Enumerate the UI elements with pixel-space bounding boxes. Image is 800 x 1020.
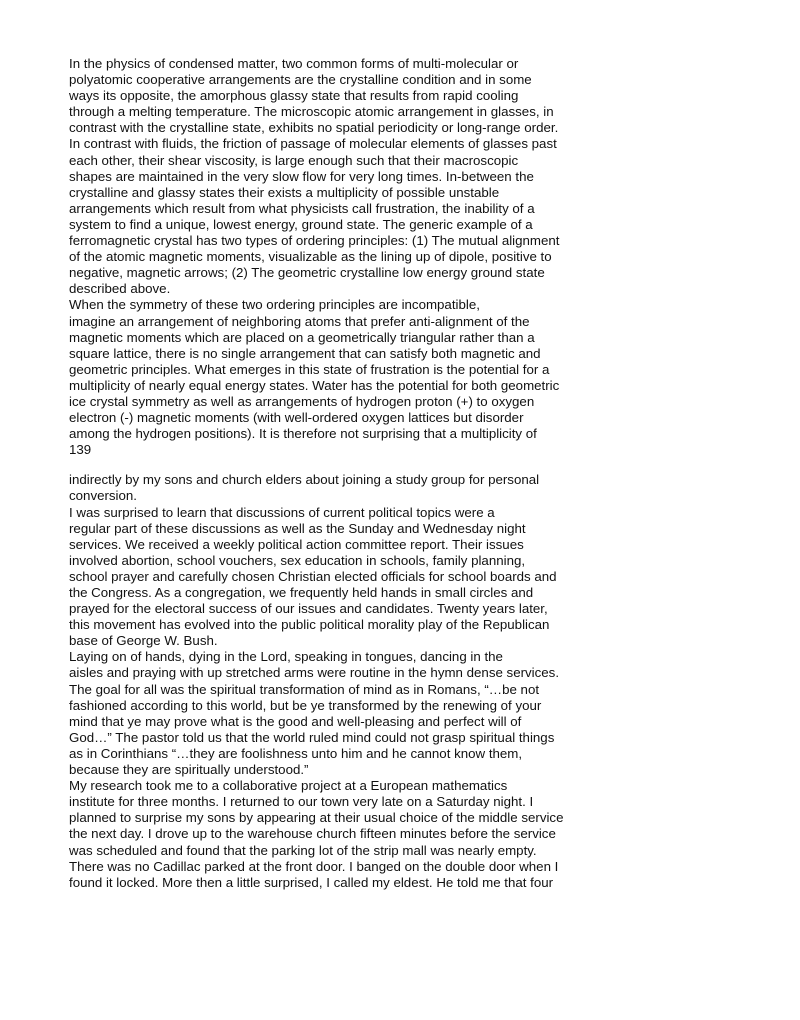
- section-condensed-matter: [69, 56, 649, 458]
- text-line: conversion.: [69, 488, 137, 504]
- text-line: My research took me to a collaborative project at a European mathematics: [69, 778, 508, 794]
- text-line: crystalline and glassy states their exists a multiplicity of possible unstable: [69, 184, 500, 200]
- text-line: multiplicity of nearly equal energy states. Water has the potential for both geometric: [69, 377, 560, 393]
- text-line: I was surprised to learn that discussions of current political topics were a: [69, 504, 495, 520]
- page-break: [69, 458, 649, 472]
- text-line: geometric principles. What emerges in this state of frustration is the potential for a: [69, 361, 550, 377]
- text-line: When the symmetry of these two ordering principles are incompatible,: [69, 297, 480, 313]
- text-line: In contrast with fluids, the friction of passage of molecular elements of glasses past: [69, 136, 557, 152]
- paragraph: [69, 297, 649, 442]
- text-line: In the physics of condensed matter, two common forms of multi-molecular or: [69, 56, 519, 71]
- text-line: polyatomic cooperative arrangements are the crystalline condition and in some: [69, 72, 532, 88]
- text-line: system to find a unique, lowest energy, ground state. The generic example of a: [69, 216, 533, 232]
- text-line: imagine an arrangement of neighboring atoms that prefer anti-alignment of the: [69, 313, 530, 329]
- text-line: prayed for the electoral success of our issues and candidates. Twenty years later,: [69, 601, 548, 617]
- section-church-memoir: [69, 472, 649, 890]
- text-line: mind that ye may prove what is the good and well-pleasing and perfect will of: [69, 713, 522, 729]
- text-line: negative, magnetic arrows; (2) The geometric crystalline low energy ground state: [69, 265, 545, 281]
- text-line: because they are spiritually understood.”: [69, 762, 309, 778]
- text-line: There was no Cadillac parked at the front door. I banged on the double door when I: [69, 858, 559, 874]
- text-line: was scheduled and found that the parking lot of the strip mall was nearly empty.: [69, 842, 537, 858]
- paragraph: [69, 649, 649, 778]
- text-line: base of George W. Bush.: [69, 633, 218, 649]
- text-line: magnetic moments which are placed on a geometrically triangular rather than a: [69, 329, 535, 345]
- text-line: ferromagnetic crystal has two types of ordering principles: (1) The mutual alignment: [69, 233, 560, 249]
- paragraph: [69, 505, 649, 650]
- text-line: the next day. I drove up to the warehouse church fifteen minutes before the service: [69, 826, 556, 842]
- text-line: the Congress. As a congregation, we frequently held hands in small circles and: [69, 585, 534, 600]
- text-line: ways its opposite, the amorphous glassy state that results from rapid cooling: [69, 88, 519, 104]
- text-line: school prayer and carefully chosen Christian elected officials for school boards and: [69, 568, 557, 584]
- text-line: shapes are maintained in the very slow flow for very long times. In-between the: [69, 168, 534, 184]
- text-line: of the atomic magnetic moments, visualizable as the lining up of dipole, positive to: [69, 249, 552, 265]
- text-line: aisles and praying with up stretched arms were routine in the hymn dense services.: [69, 665, 560, 681]
- text-line: ice crystal symmetry as well as arrangements of hydrogen proton (+) to oxygen: [69, 393, 535, 409]
- text-line: God…” The pastor told us that the world ruled mind could not grasp spiritual things: [69, 729, 555, 745]
- paragraph: [69, 56, 649, 297]
- text-line: this movement has evolved into the public political morality play of the Republican: [69, 617, 550, 633]
- text-line: Laying on of hands, dying in the Lord, speaking in tongues, dancing in the: [69, 649, 503, 665]
- text-line: each other, their shear viscosity, is large enough such that their macroscopic: [69, 152, 519, 168]
- text-line: fashioned according to this world, but be ye transformed by the renewing of your: [69, 697, 542, 713]
- text-line: as in Corinthians “…they are foolishness unto him and he cannot know them,: [69, 745, 523, 761]
- text-line: arrangements which result from what physicists call frustration, the inability of a: [69, 200, 535, 216]
- text-line: electron (-) magnetic moments (with well-ordered oxygen lattices but disorder: [69, 410, 524, 426]
- text-line: regular part of these discussions as well as the Sunday and Wednesday night: [69, 520, 526, 536]
- page-number: 139: [69, 442, 92, 458]
- text-line: institute for three months. I returned to our town very late on a Saturday night. I: [69, 794, 534, 810]
- text-line: square lattice, there is no single arrangement that can satisfy both magnetic and: [69, 345, 541, 361]
- text-line: services. We received a weekly political action committee report. Their issues: [69, 536, 524, 552]
- text-line: involved abortion, school vouchers, sex education in schools, family planning,: [69, 552, 526, 568]
- text-line: found it locked. More then a little surprised, I called my eldest. He told me that four: [69, 874, 554, 890]
- text-line: described above.: [69, 281, 171, 297]
- text-line: through a melting temperature. The microscopic atomic arrangement in glasses, in: [69, 104, 554, 120]
- text-line: planned to surprise my sons by appearing at their usual choice of the middle service: [69, 810, 564, 826]
- paragraph: [69, 778, 649, 891]
- document-page: [69, 56, 649, 891]
- text-line: The goal for all was the spiritual transformation of mind as in Romans, “…be not: [69, 681, 540, 697]
- text-line: contrast with the crystalline state, exhibits no spatial periodicity or long-range order.: [69, 120, 559, 136]
- text-line: indirectly by my sons and church elders about joining a study group for personal: [69, 472, 540, 488]
- paragraph: [69, 472, 649, 504]
- text-line: among the hydrogen positions). It is therefore not surprising that a multiplicity of: [69, 426, 537, 442]
